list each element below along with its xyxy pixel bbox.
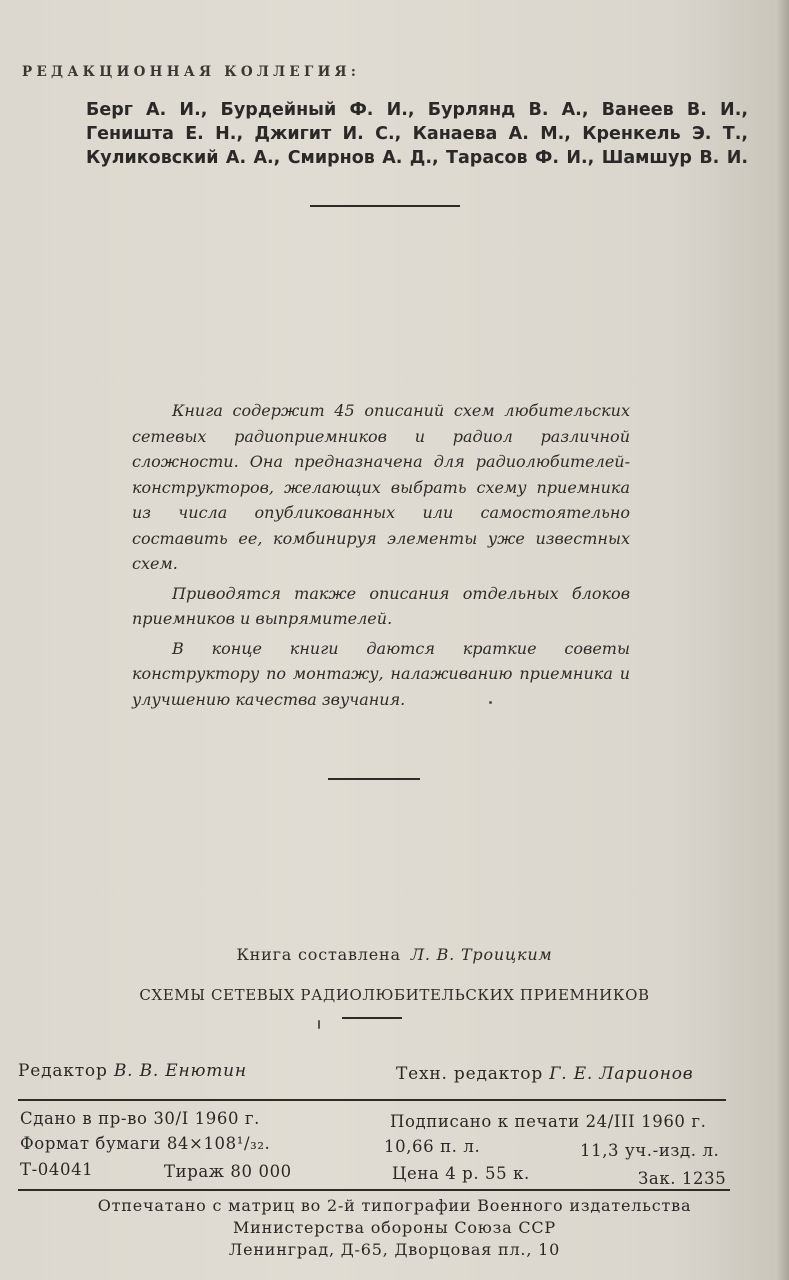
tech-editor-label: Техн. редактор [396, 1064, 544, 1084]
printer-info [0, 1195, 789, 1261]
imprint-top-rule [18, 1099, 726, 1101]
imprint-signed: Подписано к печати 24/III 1960 г. [390, 1112, 707, 1131]
tech-editor-credit [396, 1064, 693, 1084]
annotation-paragraph-2: Приводятся также описания отдельных блоков приемников и выпрямителей. [132, 583, 630, 628]
compiled-by-line [0, 945, 789, 964]
compiler-name: Л. В. Троицким [410, 945, 553, 964]
printer-line-2: Министерства обороны Союза ССР [232, 1218, 556, 1237]
board-members-line-1: Берг А. И., Бурдейный Ф. И., Бурлянд В. А., Ванеев В. И., [86, 100, 748, 120]
board-members-line-2: Геништа Е. Н., Джигит И. С., Канаева А. М., Кренкель Э. Т., [86, 124, 748, 144]
imprint-publisher-sheets: 11,3 уч.-изд. л. [580, 1141, 720, 1160]
editorial-board-members [86, 98, 748, 170]
divider-rule-title [342, 1017, 402, 1019]
editor-name: В. В. Енютин [113, 1061, 247, 1081]
book-title: СХЕМЫ СЕТЕВЫХ РАДИОЛЮБИТЕЛЬСКИХ ПРИЕМНИКОВ [139, 986, 650, 1004]
imprint-submitted: Сдано в пр-во 30/I 1960 г. [20, 1109, 260, 1128]
printer-line-1: Отпечатано с матриц во 2-й типографии Военного издательства [97, 1196, 692, 1215]
annotation-paragraph-1: Книга содержит 45 описаний схем любительских сетевых радиоприемников и радиол различной сложности. Она предназначена для радиолюбителей-конструкторов, желающих выбрать схему приемника из числа опубликованных или самостоятельно составить ее, комбинируя элементы уже известных схем. [132, 401, 630, 573]
divider-rule-top [310, 205, 460, 207]
imprint-printed-sheets: 10,66 п. л. [384, 1137, 481, 1156]
imprint-print-run: Тираж 80 000 [164, 1162, 292, 1181]
editorial-board-heading: РЕДАКЦИОННАЯ КОЛЛЕГИЯ: [22, 64, 361, 80]
compiled-by-label: Книга составлена [236, 945, 401, 964]
imprint-paper-format: Формат бумаги 84×108¹/₃₂. [20, 1134, 271, 1153]
page-edge-shadow [775, 0, 789, 1280]
print-mark [318, 1020, 320, 1029]
tech-editor-name: Г. Е. Ларионов [549, 1064, 694, 1084]
board-members-line-3: Куликовский А. А., Смирнов А. Д., Тарасов Ф. И., Шамшур В. И. [86, 148, 748, 168]
editor-credit [18, 1061, 247, 1081]
divider-rule-middle [328, 778, 420, 780]
imprint-price: Цена 4 р. 55 к. [392, 1164, 530, 1183]
editor-label: Редактор [18, 1061, 108, 1081]
imprint-code: Т-04041 [20, 1160, 94, 1179]
book-annotation [132, 398, 630, 716]
printer-line-3: Ленинград, Д-65, Дворцовая пл., 10 [228, 1240, 561, 1259]
imprint-order: Зак. 1235 [638, 1169, 727, 1188]
print-speck [489, 701, 492, 704]
imprint-bottom-rule [18, 1189, 730, 1191]
annotation-paragraph-3: В конце книги даются краткие советы конструктору по монтажу, налаживанию приемника и улучшению качества звучания. [132, 638, 630, 709]
